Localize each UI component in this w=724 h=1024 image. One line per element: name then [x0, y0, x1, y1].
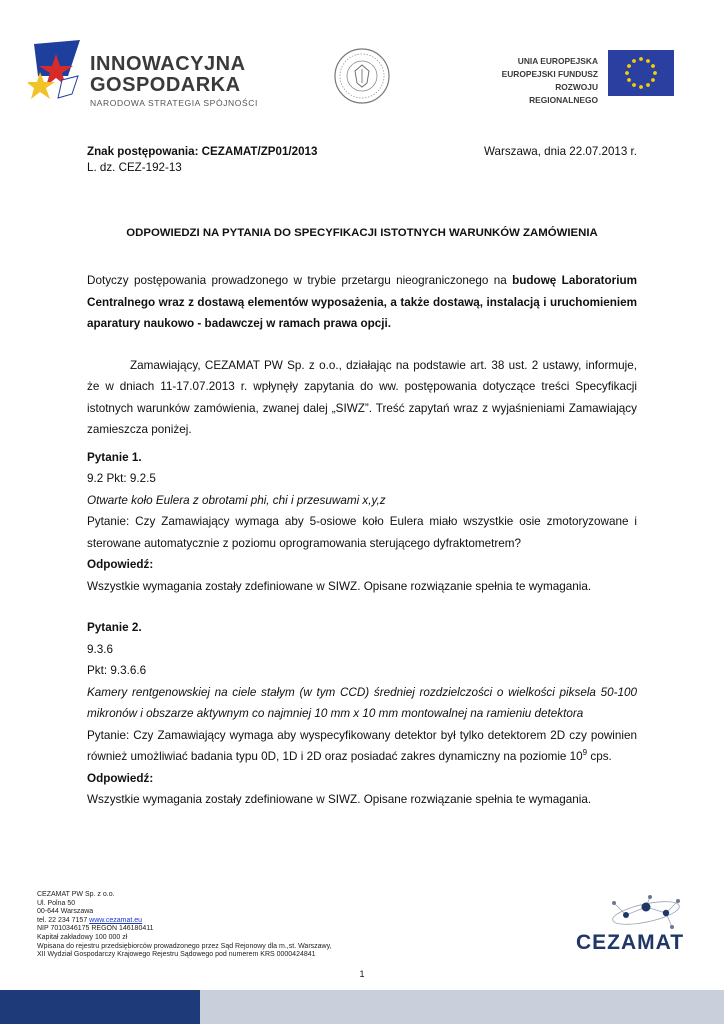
- footer-bar-light: [200, 990, 724, 1024]
- question-2-exponent: 9: [582, 748, 588, 758]
- ig-logo-line3: NARODOWA STRATEGIA SPÓJNOŚCI: [90, 98, 258, 108]
- footer-street: Ul. Polna 50: [37, 899, 76, 907]
- question-2-ref2: Pkt: 9.3.6.6: [87, 664, 147, 677]
- answer-1-heading: Odpowiedź:: [87, 558, 154, 571]
- ig-star-icon: [28, 36, 88, 108]
- intro-bold-text: budowę Laboratorium Centralnego wraz z dostawą elementów wyposażenia, a także dostawą, instalacją i uruchomieniem aparatury naukowo - badawczej w ramach prawa opcji.: [87, 274, 637, 330]
- eu-logo-line2: EUROPEJSKI FUNDUSZ: [501, 69, 598, 79]
- document-title: ODPOWIEDZI NA PYTANIA DO SPECYFIKACJI ISTOTNYCH WARUNKÓW ZAMÓWIENIA: [126, 227, 598, 239]
- footer-company: CEZAMAT PW Sp. z o.o.: [37, 891, 115, 898]
- footer-website-link[interactable]: www.cezamat.eu: [89, 916, 143, 924]
- ig-logo-line2: GOSPODARKA: [90, 74, 241, 96]
- footer-capital: Kapitał zakładowy 100 000 zł: [37, 933, 128, 941]
- eu-logo-line1: UNIA EUROPEJSKA: [517, 56, 598, 66]
- procedure-reference: Znak postępowania: CEZAMAT/ZP01/2013: [87, 145, 318, 158]
- eu-fund-logo: [490, 50, 676, 105]
- document-body: [87, 270, 637, 811]
- question-2-heading: Pytanie 2.: [87, 621, 142, 634]
- question-2-ref1: 9.3.6: [87, 642, 113, 656]
- document-meta: [87, 144, 637, 176]
- question-1-item: Otwarte koło Eulera z obrotami phi, chi i przesuwami x,y,z: [87, 493, 386, 507]
- answer-1-text: Wszystkie wymagania zostały zdefiniowane w SIWZ. Opisane rozwiązanie spełnia te wymagania.: [87, 579, 592, 593]
- footer-city: 00-644 Warszawa: [37, 908, 94, 916]
- eu-flag-icon: [608, 50, 674, 96]
- answer-2-text: Wszystkie wymagania zostały zdefiniowane w SIWZ. Opisane rozwiązanie spełnia te wymagania.: [87, 793, 592, 806]
- university-seal-icon: [333, 47, 391, 105]
- eu-logo-line3: ROZWOJU REGIONALNEGO: [529, 82, 598, 105]
- footer-contact: [37, 917, 332, 926]
- question-1-heading: Pytanie 1.: [87, 450, 142, 464]
- footer-nip: NIP 7010346175 REGON 146180411: [37, 925, 154, 933]
- molecule-icon: [566, 893, 702, 933]
- footer-registry1: Wpisana do rejestru przedsiębiorców prowadzonego przez Sąd Rejonowy dla m.,st. Warszawy,: [37, 942, 332, 950]
- intro-text: Dotyczy postępowania prowadzonego w trybie przetargu nieograniczonego na: [87, 274, 513, 287]
- cezamat-logo: [566, 893, 702, 963]
- document-date: Warszawa, dnia 22.07.2013 r.: [484, 145, 637, 158]
- cezamat-logo-text: CEZAMAT: [576, 931, 685, 954]
- footer-bar-dark: [0, 990, 200, 1024]
- innowacyjna-gospodarka-logo: [28, 36, 258, 108]
- question-2-body: Pytanie: Czy Zamawiający wymaga aby wyspecyfikowany detektor był tylko detektorem 2D czy powinien również umożliwiać badania typu 0D, 1D i 2D oraz posiadać zakres dynamiczny na poziomie 10: [87, 728, 637, 763]
- question-2-unit: cps.: [587, 750, 612, 763]
- ld-number: L. dz. CEZ-192-13: [87, 161, 182, 174]
- intro-paragraph: [87, 270, 637, 335]
- info-paragraph: Zamawiający, CEZAMAT PW Sp. z o.o., działając na podstawie art. 38 ust. 2 ustawy, informuje, że w dniach 11-17.07.2013 r. wpłynęły zapytania do ww. postępowania dotyczące treści Specyfikacji istotnych warunków zamówienia, zwanej dalej „SIWZ”. Treść zapytań wraz z wyjaśnieniami Zamawiający zamieszcza poniżej.: [87, 358, 637, 436]
- page-number: 1: [359, 969, 365, 979]
- question-1-text: Pytanie: Czy Zamawiający wymaga aby 5-osiowe koło Eulera miało wszystkie osie zmotoryzowane i sterowane automatycznie z poziomu oprogramowania sterującego dyfraktometrem?: [87, 515, 637, 550]
- question-2-item: Kamery rentgenowskiej na ciele stałym (w tym CCD) średniej rozdzielczości o wielkości piksela 50-100 mikronów i obszarze aktywnym co najmniej 10 mm x 10 mm montowalnej na ramieniu detektora: [87, 685, 637, 720]
- question-2-text: [87, 725, 637, 768]
- answer-2-heading: Odpowiedź:: [87, 771, 154, 785]
- footer-company-info: [37, 891, 332, 960]
- ig-logo-line1: INNOWACYJNA: [90, 53, 246, 75]
- footer-tel: tel. 22 234 7157: [37, 916, 90, 924]
- footer-registry2: XII Wydział Gospodarczy Krajowego Rejestru Sądowego pod numerem KRS 0000424841: [37, 951, 316, 959]
- question-1-ref: 9.2 Pkt: 9.2.5: [87, 472, 156, 485]
